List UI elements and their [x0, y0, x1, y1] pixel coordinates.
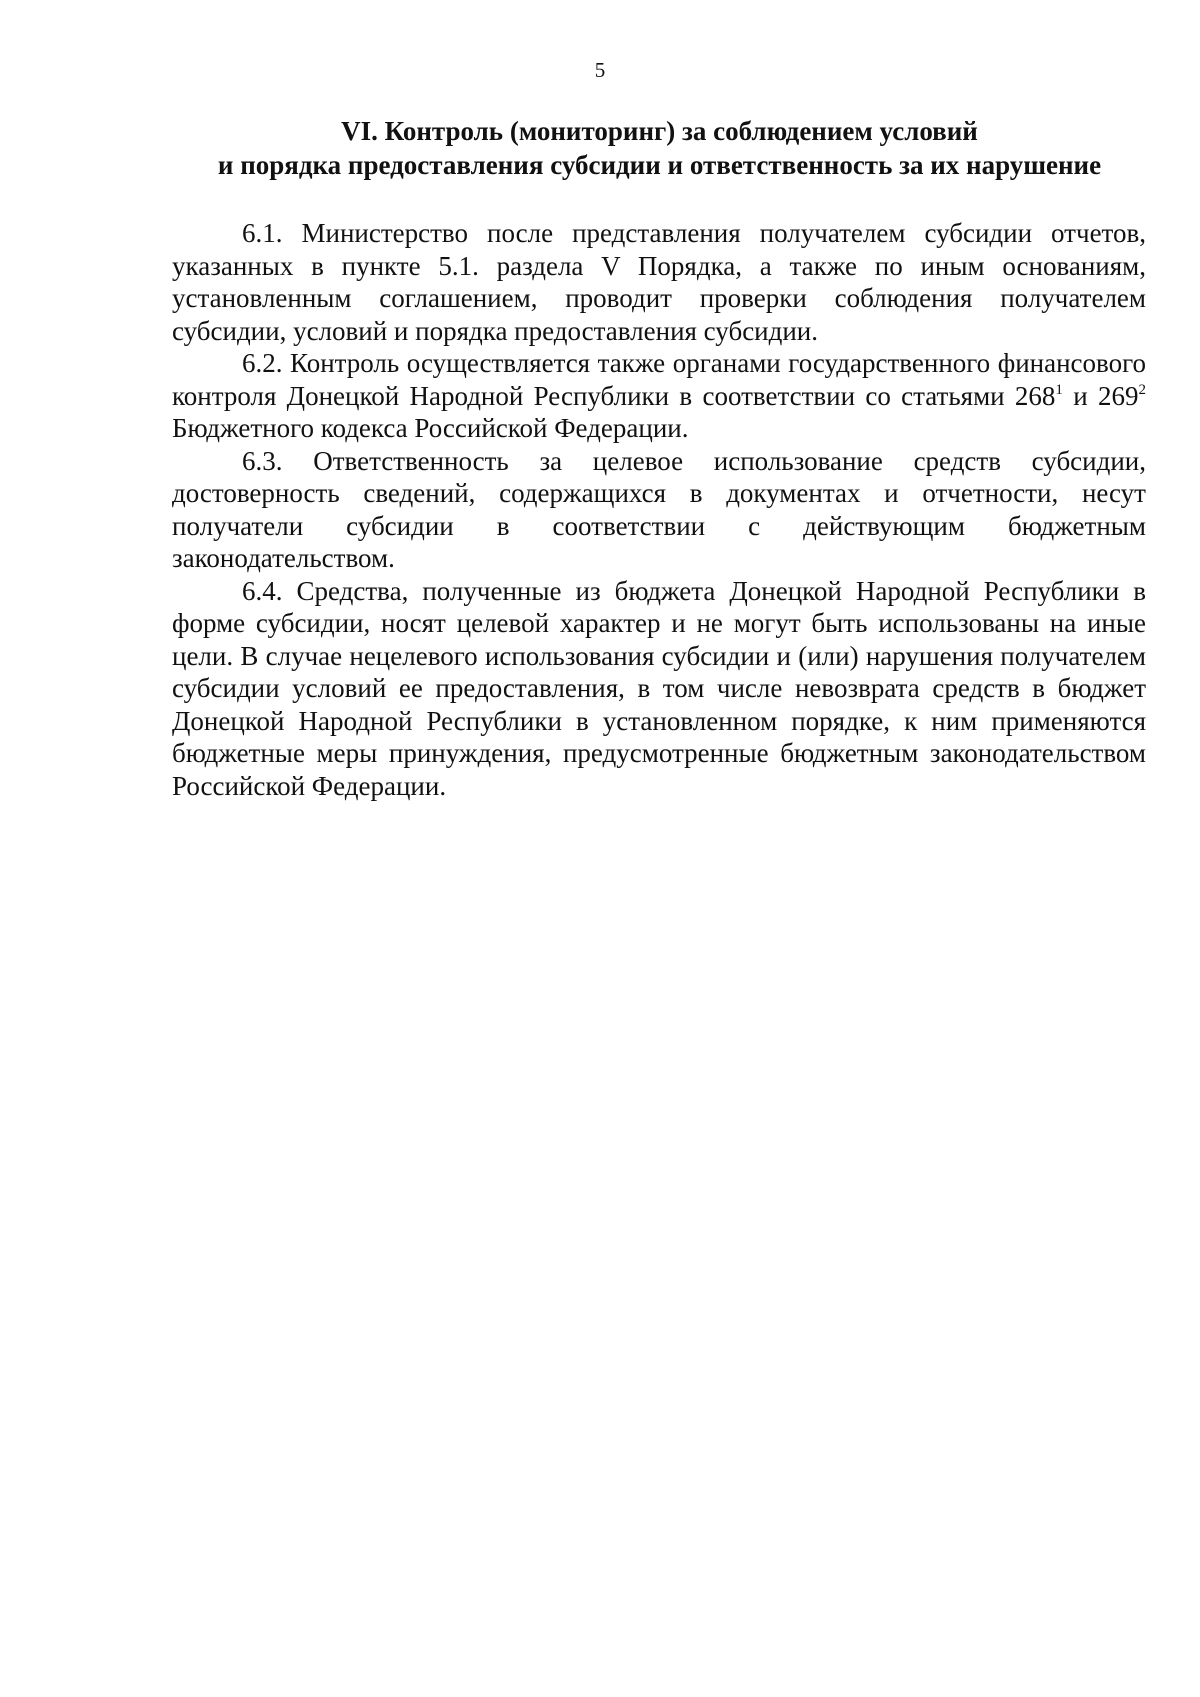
paragraph-6-2 — [172, 347, 1146, 445]
document-body — [172, 217, 1146, 802]
paragraph-6-2-text-part-3: Бюджетного кодекса Российской Федерации. — [172, 413, 689, 443]
article-268-superscript: 1 — [1055, 381, 1063, 398]
article-269-superscript: 2 — [1138, 381, 1146, 398]
paragraph-6-4: 6.4. Средства, полученные из бюджета Донецкой Народной Республики в форме субсидии, носят целевой характер и не могут быть использованы на иные цели. В случае нецелевого использования субсидии и (или) нарушения получателем субсидии условий ее предоставления, в том числе невозврата средств в бюджет Донецкой Народной Республики в установленном порядке, к ним применяются бюджетные меры принуждения, предусмотренные бюджетным законодательством Российской Федерации. — [172, 575, 1146, 801]
section-heading-line-1: VI. Контроль (мониторинг) за соблюдением условий — [341, 116, 978, 146]
paragraph-6-2-text-part-1: 6.2. Контроль осуществляется также органами государственного финансового контроля Донецкой Народной Республики в соответствии со статьями 268 — [172, 348, 1146, 411]
paragraph-6-1: 6.1. Министерство после представления получателем субсидии отчетов, указанных в пункте 5.1. раздела V Порядка, а также по иным основаниям, установленным соглашением, проводит проверки соблюдения получателем субсидии, условий и порядка предоставления субсидии. — [172, 218, 1146, 346]
paragraph-6-2-text-part-2: и 269 — [1062, 380, 1139, 411]
section-heading — [172, 114, 1147, 182]
section-heading-line-2: и порядка предоставления субсидии и ответственность за их нарушение — [217, 150, 1102, 180]
page-number: 5 — [594, 58, 606, 82]
paragraph-6-3: 6.3. Ответственность за целевое использование средств субсидии, достоверность сведений, содержащихся в документах и отчетности, несут получатели субсидии в соответствии с действующим бюджетным законодательством. — [172, 445, 1146, 573]
